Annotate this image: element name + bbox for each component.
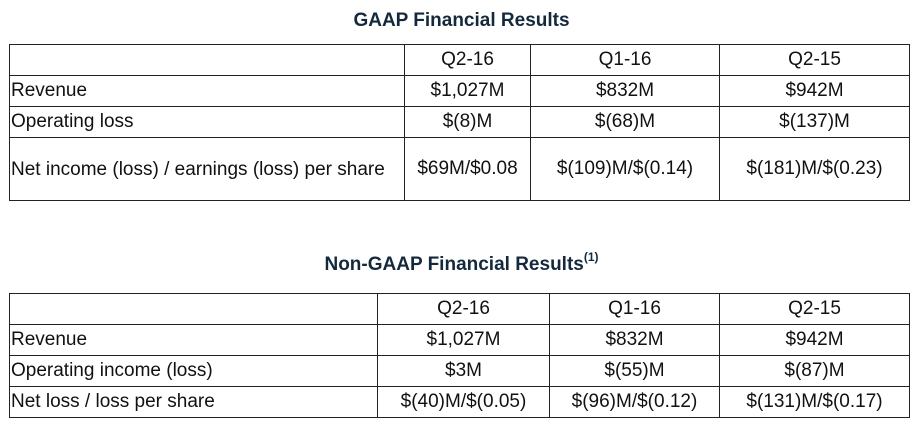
table-cell: $(137)M: [720, 107, 910, 138]
row-label-net-loss: Net loss / loss per share: [10, 387, 378, 418]
column-header-q1-16: Q1-16: [531, 45, 720, 76]
table-cell: $1,027M: [405, 76, 531, 107]
gaap-results-table: [9, 44, 910, 201]
table-cell: $(55)M: [550, 356, 720, 387]
table-cell: $(8)M: [405, 107, 531, 138]
table-cell: $69M/$0.08: [405, 138, 531, 201]
table-cell: $832M: [531, 76, 720, 107]
non-gaap-section-title: [0, 250, 923, 276]
table-cell: $942M: [720, 325, 910, 356]
table-cell: $(96)M/$(0.12): [550, 387, 720, 418]
table-cell: $(68)M: [531, 107, 720, 138]
table-header-row: [10, 294, 910, 325]
table-cell: $(40)M/$(0.05): [378, 387, 550, 418]
column-header-q2-16: Q2-16: [378, 294, 550, 325]
table-cell: $832M: [550, 325, 720, 356]
column-header-q2-15: Q2-15: [720, 45, 910, 76]
non-gaap-title-text: Non-GAAP Financial Results: [324, 254, 584, 275]
gaap-title-text: GAAP Financial Results: [353, 10, 570, 31]
table-row: [10, 76, 910, 107]
table-row: [10, 387, 910, 418]
table-cell: $1,027M: [378, 325, 550, 356]
row-label-revenue: Revenue: [10, 76, 405, 107]
header-empty-cell: [10, 45, 405, 76]
column-header-q2-16: Q2-16: [405, 45, 531, 76]
table-cell: $942M: [720, 76, 910, 107]
non-gaap-results-table: [9, 293, 910, 418]
row-label-revenue: Revenue: [10, 325, 378, 356]
column-header-q1-16: Q1-16: [550, 294, 720, 325]
table-cell: $(131)M/$(0.17): [720, 387, 910, 418]
table-cell: $3M: [378, 356, 550, 387]
table-row: [10, 356, 910, 387]
table-cell: $(181)M/$(0.23): [720, 138, 910, 201]
footnote-marker: (1): [583, 250, 599, 264]
table-cell: $(87)M: [720, 356, 910, 387]
table-row: [10, 138, 910, 201]
row-label-operating-loss: Operating loss: [10, 107, 405, 138]
gaap-section-title: [0, 10, 923, 32]
column-header-q2-15: Q2-15: [720, 294, 910, 325]
table-header-row: [10, 45, 910, 76]
table-row: [10, 107, 910, 138]
row-label-operating-income: Operating income (loss): [10, 356, 378, 387]
header-empty-cell: [10, 294, 378, 325]
row-label-net-income: Net income (loss) / earnings (loss) per share: [10, 138, 405, 201]
table-cell: $(109)M/$(0.14): [531, 138, 720, 201]
table-row: [10, 325, 910, 356]
